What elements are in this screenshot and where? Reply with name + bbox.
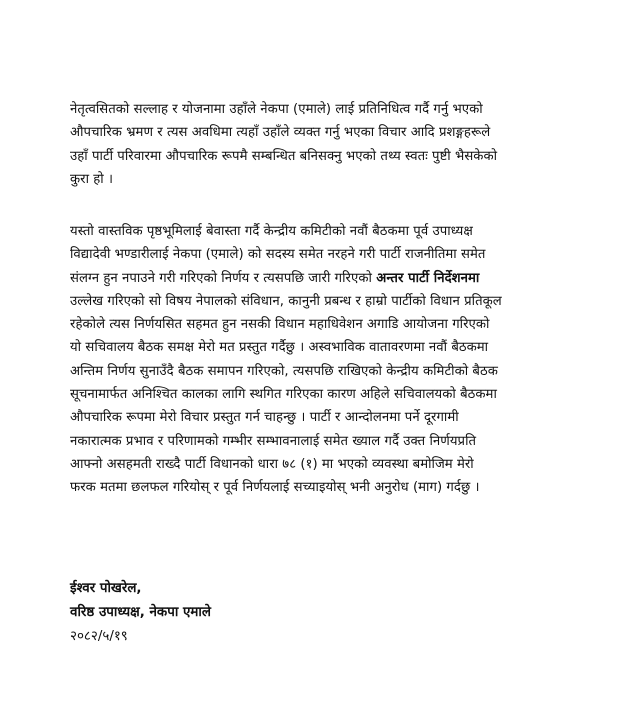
signature-date: २०८२/५/१९ (70, 629, 128, 644)
paragraph-2 (70, 220, 590, 500)
text-line: विद्यादेवी भण्डारीलाई नेकपा (एमाले) को सदस्य समेत नरहने गरी पार्टी राजनीतिमा समेत (70, 247, 486, 263)
text-line: नकारात्मक प्रभाव र परिणामको गम्भीर सम्भावनालाई समेत ख्याल गर्दै उक्त निर्णयप्रति (70, 433, 477, 449)
text-line: यो सचिवालय बैठक समक्ष मेरो मत प्रस्तुत गर्दैछु । अस्वभाविक वातावरणमा नवौं बैठकमा (70, 340, 489, 356)
text-line: नेतृत्वसितको सल्लाह र योजनामा उहाँले नेकपा (एमाले) लाई प्रतिनिधित्व गर्दै गर्नु भएको (70, 102, 483, 117)
text-segment: संलग्न हुन नपाउने गरी गरिएको निर्णय र त्यसपछि जारी गरिएको (70, 270, 372, 286)
signatory-name: ईश्वर पोखरेल, (70, 581, 142, 596)
text-line: रहेकोले त्यस निर्णयसित सहमत हुन नसकी विधान महाधिवेशन अगाडि आयोजना गरिएको (70, 317, 490, 333)
text-line-with-emphasis (70, 267, 590, 290)
text-line: सूचनामार्फत अनिश्चित कालका लागि स्थगित गरिएका कारण अहिले सचिवालयको बैठकमा (70, 387, 497, 403)
text-line: फरक मतमा छलफल गरियोस् र पूर्व निर्णयलाई सच्याइयोस् भनी अनुरोध (माग) गर्दछु । (70, 480, 480, 496)
signatory-title: वरिष्ठ उपाध्यक्ष, नेकपा एमाले (70, 605, 211, 620)
paragraph-1 (70, 98, 590, 191)
text-line: उल्लेख गरिएको सो विषय नेपालको संविधान, कानुनी प्रबन्ध र हाम्रो पार्टीको विधान प्रतिकूल (70, 293, 502, 309)
text-line: आफ्नो असहमती राख्दै पार्टी विधानको धारा ७८ (१) मा भएको व्यवस्था बमोजिम मेरो (70, 456, 474, 472)
text-line: उहाँ पार्टी परिवारमा औपचारिक रूपमै सम्बन्धित बनिसक्नु भएको तथ्य स्वतः पुष्टी भैसकेको (70, 148, 498, 164)
text-line: यस्तो वास्तविक पृष्ठभूमिलाई बेवास्ता गर्दै केन्द्रीय कमिटीको नवौं बैठकमा पूर्व उपाध्यक्ष (70, 224, 473, 239)
text-line: औपचारिक रूपमा मेरो विचार प्रस्तुत गर्न चाहन्छु । पार्टी र आन्दोलनमा पर्ने दूरगामी (70, 410, 459, 426)
text-line: औपचारिक भ्रमण र त्यस अवधिमा त्यहाँ उहाँले व्यक्त गर्नु भएका विचार आदि प्रशङ्गहरूले (70, 125, 491, 141)
text-line: अन्तिम निर्णय सुनाउँदै बैठक समापन गरिएको, त्यसपछि राखिएको केन्द्रीय कमिटीको बैठक (70, 363, 498, 379)
emphasized-directive: अन्तर पार्टी निर्देशनमा (376, 270, 480, 286)
text-line: कुरा हो । (70, 171, 114, 187)
signature-block (70, 577, 211, 649)
